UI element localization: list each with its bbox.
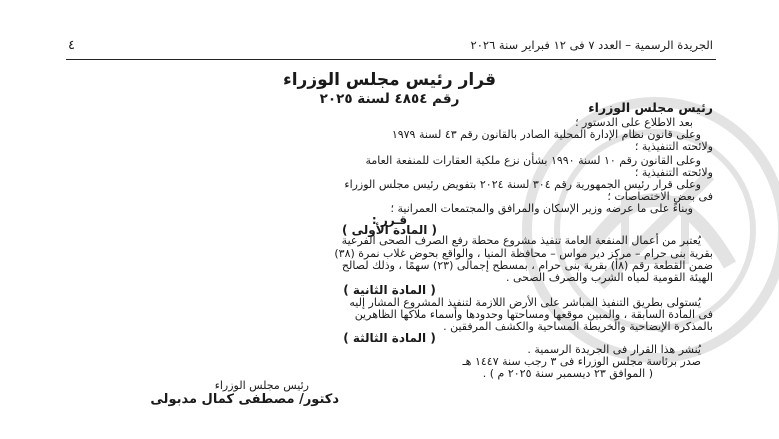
article-line: يُنشر هذا القرار فى الجريدة الرسمية . <box>527 343 701 356</box>
decided-heading: قـرر : <box>371 213 408 227</box>
preamble-line: وبناءً على ما عرضه وزير الإسكان والمرافق والمجتمعات العمرانية ؛ <box>390 202 693 215</box>
article-line: يُستولى بطريق التنفيذ المباشر على الأرض اللازمة لتنفيذ المشروع المشار إليه <box>349 296 701 309</box>
signature-title: رئيس مجلس الوزراء <box>214 379 309 392</box>
preamble-line: ولائحته التنفيذية ؛ <box>634 166 713 179</box>
article-line: فى المادة السابقة ، والمبين موقعها ومساحتها وحدودها وأسماء ملاكها الظاهرين <box>354 308 713 321</box>
issuer: رئيس مجلس الوزراء <box>588 100 713 115</box>
preamble-line: وعلى القانون رقم ١٠ لسنة ١٩٩٠ بشأن نزع ملكية العقارات للمنفعة العامة <box>365 154 701 167</box>
article-line: الهيئة القومية لمياه الشرب والصرف الصحى . <box>506 271 713 284</box>
article-line: بالمذكرة الإيضاحية والخريطة المساحية والكشف المرفقين . <box>443 320 713 333</box>
article-line: بقرية بنى حرام – مركز دير مواس – محافظة المنيا ، والواقع بحوض غلاب نمرة (٣٨) <box>334 247 713 260</box>
article-line: يُعتبر من أعمال المنفعة العامة تنفيذ مشروع محطة رفع الصرف الصحى الفرعية <box>341 234 701 247</box>
signature-name: دكتور/ مصطفى كمال مدبولى <box>150 392 339 407</box>
article-line: ضمن القطعة رقم (٨أ) بقرية بنى حرام ، بمسطح إجمالى (٢٣) سهمًا ، وذلك لصالح <box>341 259 713 272</box>
preamble-line: وعلى قرار رئيس الجمهورية رقم ٣٠٤ لسنة ٢٠٢٤ بتفويض رئيس مجلس الوزراء <box>344 178 701 191</box>
preamble-line: وعلى قانون نظام الإدارة المحلية الصادر بالقانون رقم ٤٣ لسنة ١٩٧٩ <box>391 128 701 141</box>
preamble-line: ولائحته التنفيذية ؛ <box>634 140 713 153</box>
article-3-body <box>113 0 713 439</box>
article-2-heading: ( المادة الثانية ) <box>343 283 436 297</box>
article-3-heading: ( المادة الثالثة ) <box>343 331 436 345</box>
page-number: ٤ <box>68 38 75 53</box>
gazette-title: الجريدة الرسمية – العدد ٧ فى ١٢ فبراير سنة ٢٠٢٦ <box>470 38 713 52</box>
preamble-line: بعد الاطلاع على الدستور ؛ <box>575 116 693 129</box>
article-1-heading: ( المادة الأولى ) <box>341 223 438 237</box>
article-line: صدر برئاسة مجلس الوزراء فى ٣ رجب سنة ١٤٤٧ هـ <box>462 355 701 368</box>
article-line: ( الموافق ٢٣ ديسمبر سنة ٢٠٢٥ م ) . <box>482 367 653 380</box>
decree-title: قرار رئيس مجلس الوزراء <box>283 70 496 90</box>
decree-number: رقم ٤٨٥٤ لسنة ٢٠٢٥ <box>319 91 460 107</box>
preamble-line: فى بعض الاختصاصات ؛ <box>607 190 713 203</box>
